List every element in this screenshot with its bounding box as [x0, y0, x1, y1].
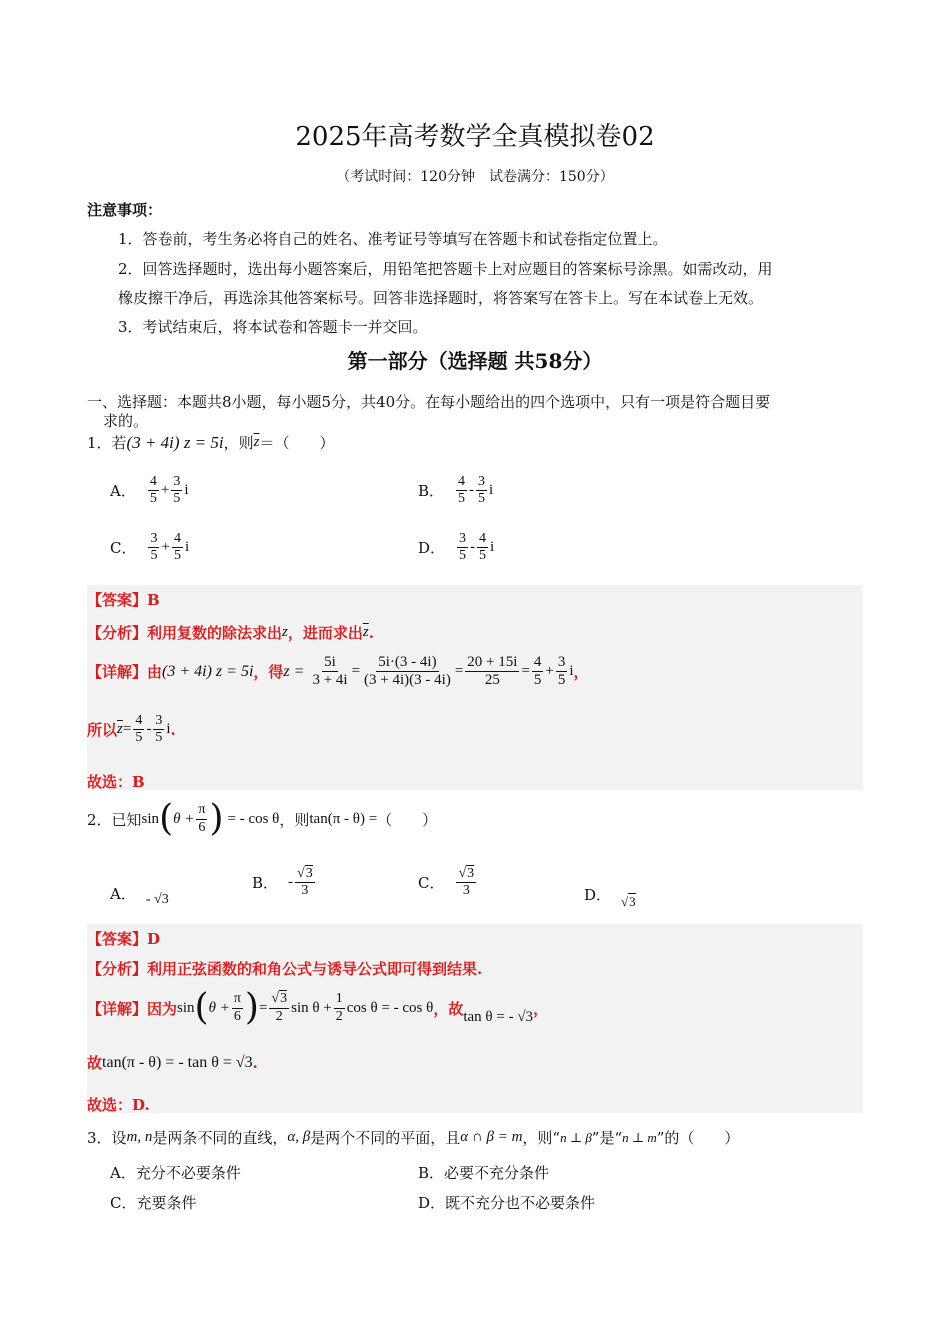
plus: + [545, 663, 554, 680]
detail-text: ，故 [433, 999, 464, 1018]
imaginary-unit: i [569, 663, 574, 680]
option-label: B． [252, 874, 279, 893]
q3-stem-text: ”的（ ） [656, 1129, 740, 1147]
var-z: z [282, 624, 288, 640]
q2-stem-post: （ ） [377, 810, 438, 829]
operator: + [160, 482, 170, 499]
q1-choice: 故选：B [87, 773, 145, 791]
question-3-stem [87, 1127, 739, 1148]
q1-stem-equation: (3 + 4i) z = 5i [126, 432, 224, 452]
var-zbar: $\overline{z}$ [362, 624, 369, 640]
q2-option-c[interactable] [418, 866, 478, 899]
fraction: $\frac{20 + 15i}{25}$ [467, 654, 518, 689]
question-2-stem [87, 798, 438, 839]
option-label: C． [418, 874, 445, 893]
detail-z: z = [283, 662, 305, 680]
minus: - [146, 721, 152, 738]
q3-option-d[interactable]: D．既不充分也不必要条件 [418, 1194, 596, 1212]
q2-answer: 【答案】D [87, 930, 161, 948]
section-instruction: 一、选择题：本题共8小题，每小题5分，共40分。在每小题给出的四个选项中，只有一项是符合题目要 [87, 393, 771, 411]
q2-stem-pre: 2．已知 [87, 810, 142, 829]
fraction: $\frac{√3}{3}$ [458, 866, 475, 899]
operator: + [161, 539, 170, 556]
equals: = [258, 999, 268, 1016]
fraction: $\frac{3}{5}$ [173, 474, 181, 507]
notice-item-2-cont: 橡皮擦干净后，再选涂其他答案标号。回答非选择题时，将答案写在答卡上。写在本试卷上无效。 [118, 289, 764, 307]
equals: = [521, 663, 530, 680]
option-label: A． [110, 482, 136, 501]
q1-stem-mid: ，则 [223, 434, 254, 452]
detail-equation: (3 + 4i) z = 5i [162, 662, 254, 680]
q2-analysis: 【分析】利用正弦函数的和角公式与诱导公式即可得到结果. [87, 960, 483, 978]
detail-text: ，得 [253, 663, 284, 682]
q3-stem-text: 是两个不同的平面，且 [310, 1129, 461, 1147]
q1-option-b[interactable] [418, 474, 493, 507]
notice-heading: 注意事项： [87, 201, 163, 219]
fraction: $\frac{5i}{3 + 4i}$ [312, 654, 348, 689]
question-1-stem [87, 432, 335, 453]
minus: - [288, 874, 294, 891]
fraction: $\frac{4}{5}$ [173, 531, 181, 564]
fraction: $\frac{4}{5}$ [533, 654, 542, 689]
fraction: $\frac{3}{5}$ [459, 531, 467, 564]
operator: - [469, 482, 475, 499]
imaginary-unit: i [489, 482, 494, 499]
equals: = [122, 721, 132, 738]
page-title: 2025年高考数学全真模拟卷02 [295, 122, 655, 152]
option-label: A． [110, 884, 136, 903]
q2-option-d[interactable]: D． √3 [584, 885, 636, 909]
fraction: $\frac{1}{2}$ [335, 991, 343, 1024]
q3-stem-text: ”是“ [591, 1129, 623, 1147]
cos-expr: cos θ = - cos θ [346, 999, 434, 1016]
q1-answer: 【答案】B [87, 591, 160, 609]
q1-detail [87, 654, 589, 690]
q1-option-d[interactable] [418, 531, 494, 564]
q2-option-a[interactable] [110, 878, 169, 908]
analysis-text: ，进而求出 [287, 624, 363, 642]
exam-info: （考试时间：120分钟 试卷满分：150分） [336, 169, 614, 185]
fraction: $\frac{√3}{3}$ [297, 866, 313, 899]
fraction: $\frac{3}{5}$ [478, 474, 486, 507]
q1-option-a[interactable] [110, 474, 188, 507]
option-label: D． [584, 885, 612, 904]
notice-item-1: 1．答卷前，考生务必将自己的姓名、准考证号等填写在答题卡和试卷指定位置上。 [118, 230, 668, 248]
paren-close: ) [244, 987, 259, 1028]
detail-text: 【详解】因为 [87, 999, 178, 1018]
q3-stem-text: 3．设 [87, 1129, 127, 1147]
q1-analysis [87, 622, 374, 643]
notice-item-3: 3．考试结束后，将本试卷和答题卡一并交回。 [118, 318, 428, 336]
fraction: $\frac{\pi}{6}$ [198, 802, 206, 835]
sin: sin [177, 999, 195, 1016]
intersection-expr: α ∩ β = m [460, 1129, 523, 1145]
fraction: $\frac{4}{5}$ [458, 474, 466, 507]
tan-expr: tan(π - θ) = - tan θ = √3 [102, 1053, 253, 1071]
fraction: $\frac{√3}{2}$ [271, 991, 288, 1024]
equals: = [351, 663, 361, 680]
sin: sin [141, 810, 160, 827]
section-instruction-cont: 求的。 [103, 412, 149, 430]
equals: = [454, 663, 464, 680]
detail-text: . [252, 1053, 258, 1072]
imaginary-unit: i [166, 721, 171, 738]
theta: θ + [173, 810, 195, 827]
detail-text: ， [573, 663, 589, 682]
tan-expr: tan(π - θ) = [309, 810, 378, 827]
q1-stem-post: ＝（ ） [259, 434, 335, 452]
option-label: D． [418, 539, 446, 558]
fraction: $\frac{4}{5}$ [479, 531, 487, 564]
detail-text: 故 [87, 1054, 103, 1072]
option-value: 3 [629, 894, 636, 909]
fraction: $\frac{3}{5}$ [155, 713, 163, 746]
sin-theta: sin θ + [291, 999, 332, 1016]
option-value: - √3 [145, 892, 169, 907]
paren-close: ) [209, 798, 224, 839]
option-label: C． [110, 539, 137, 558]
option-label: B． [418, 482, 445, 501]
imaginary-unit: i [184, 539, 190, 556]
fraction: $\frac{4}{5}$ [149, 474, 157, 507]
analysis-text: . [368, 623, 374, 642]
fraction: $\frac{5i\cdot(3 - 4i)}{(3 + 4i)(3 - 4i)}$ [364, 654, 451, 689]
q1-stem-pre: 1．若 [87, 434, 127, 452]
detail-text: ， [533, 999, 549, 1018]
q1-conclusion [87, 713, 176, 746]
perp-expr: n ⊥ m [622, 1129, 657, 1145]
q3-option-c[interactable]: C．充要条件 [110, 1194, 197, 1212]
fraction: $\frac{3}{5}$ [557, 654, 566, 689]
theta: θ + [208, 999, 230, 1016]
q2-choice: 故选：D. [87, 1096, 150, 1114]
tan-expr: tan θ = - √3 [463, 1008, 534, 1025]
fraction: $\frac{\pi}{6}$ [233, 991, 241, 1024]
q2-stem-mid: ，则 [279, 810, 310, 829]
q3-option-a[interactable]: A．充分不必要条件 [110, 1164, 241, 1182]
fraction: $\frac{3}{5}$ [150, 531, 158, 564]
var-zbar: $\overline{z}$ [117, 721, 123, 738]
imaginary-unit: i [184, 482, 189, 499]
q1-stem-zbar: $\overline{z}$ [253, 434, 260, 450]
notice-item-2: 2．回答选择题时，选出每小题答案后，用铅笔把答题卡上对应题目的答案标号涂黑。如需改动，用 [118, 260, 773, 278]
q2-option-b[interactable] [252, 866, 317, 899]
q3-stem-text: ，则“ [522, 1129, 561, 1147]
perp-expr: n ⊥ β [560, 1129, 592, 1145]
paren-open: ( [159, 798, 174, 839]
q3-stem-text: 是两条不同的直线， [152, 1129, 288, 1147]
section-title: 第一部分（选择题 共58分） [347, 349, 603, 373]
q2-conclusion [87, 1052, 258, 1073]
detail-text: 【详解】由 [87, 663, 163, 682]
q2-detail [87, 987, 549, 1028]
detail-text: 所以 [87, 721, 118, 740]
imaginary-unit: i [490, 539, 495, 556]
var-alpha-beta: α, β [287, 1129, 311, 1145]
fraction: $\frac{4}{5}$ [135, 713, 143, 746]
paren-open: ( [194, 987, 209, 1028]
var-mn: m, n [126, 1129, 153, 1145]
analysis-text: 【分析】利用复数的除法求出 [87, 624, 283, 642]
rhs: = - cos θ [227, 810, 280, 827]
detail-text: . [170, 720, 176, 739]
q1-option-c[interactable] [110, 531, 189, 564]
operator: - [470, 539, 476, 556]
q3-option-b[interactable]: B．必要不充分条件 [418, 1164, 550, 1182]
